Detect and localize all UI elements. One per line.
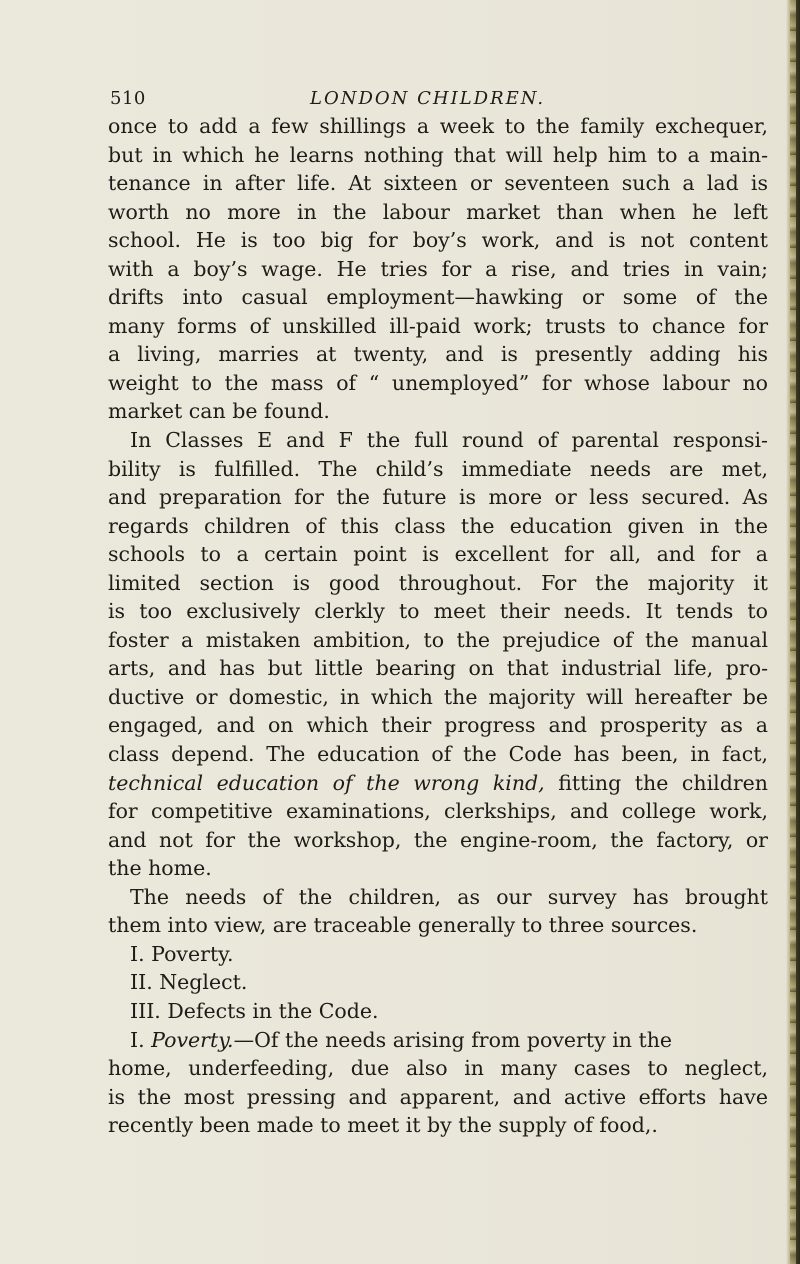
page-header — [110, 88, 770, 114]
text-line: once to add a few shillings a week to the family exchequer, — [108, 114, 768, 138]
text-line: drifts into casual employment—hawking or some of the — [108, 285, 768, 310]
text-line: for competitive examinations, clerkships, and college work, — [108, 799, 768, 824]
text-line: is too exclusively clerkly to meet their needs. It tends to — [108, 599, 768, 624]
paragraph-start-line: In Classes E and F the full round of parental responsi- — [130, 428, 768, 453]
text-line: weight to the mass of “ unemployed” for whose labour no — [108, 370, 768, 395]
text-line: worth no more in the labour market than when he left — [108, 199, 768, 224]
text-line: home, underfeeding, due also in many cases to neglect, — [108, 1056, 768, 1081]
text-line: class depend. The education of the Code has been, in fact, — [108, 742, 768, 767]
text-line: a living, marries at twenty, and is presently adding his — [108, 342, 768, 367]
running-title: LONDON CHILDREN. — [310, 88, 546, 109]
paragraph-start-line: The needs of the children, as our survey has brought — [130, 884, 768, 909]
text-line: many forms of unskilled ill-paid work; trusts to chance for — [108, 313, 768, 338]
text-line: tenance in after life. At sixteen or seventeen such a lad is — [108, 171, 768, 196]
italic-phrase: technical education of the wrong kind, — [108, 770, 545, 795]
text-line: and not for the workshop, the engine-room, the factory, or — [108, 827, 768, 852]
paragraph-start-line — [108, 1026, 768, 1055]
text-line: market can be found. — [108, 399, 330, 424]
text-line: recently been made to meet it by the supply of food,. — [108, 1113, 658, 1138]
list-item: II. Neglect. — [130, 970, 248, 995]
text-fragment: —Of the needs arising from poverty in the — [233, 1027, 673, 1052]
body-text — [108, 112, 768, 1140]
text-line: the home. — [108, 856, 212, 881]
text-line: schools to a certain point is excellent for all, and for a — [108, 542, 768, 567]
text-line: with a boy’s wage. He tries for a rise, and tries in vain; — [108, 256, 768, 281]
text-line: but in which he learns nothing that will help him to a main- — [108, 142, 768, 167]
text-line: regards children of this class the education given in the — [108, 513, 768, 538]
text-line — [108, 769, 768, 798]
italic-heading: Poverty. — [151, 1027, 234, 1052]
list-item: I. Poverty. — [130, 941, 234, 966]
text-fragment: I. — [130, 1027, 152, 1052]
page-number: 510 — [110, 88, 146, 109]
text-line: is the most pressing and apparent, and active efforts have — [108, 1084, 768, 1109]
text-line: bility is fulfilled. The child’s immediate needs are met, — [108, 456, 768, 481]
text-line: them into view, are traceable generally to three sources. — [108, 913, 698, 938]
text-fragment: fitting the children — [544, 770, 768, 795]
text-line: limited section is good throughout. For the majority it — [108, 570, 768, 595]
page-edge-binding — [790, 0, 796, 1264]
list-item: III. Defects in the Code. — [130, 998, 379, 1023]
text-line: and preparation for the future is more or less secured. As — [108, 485, 768, 510]
text-line: ductive or domestic, in which the majority will hereafter be — [108, 684, 768, 709]
text-line: arts, and has but little bearing on that industrial life, pro- — [108, 656, 768, 681]
text-line: engaged, and on which their progress and prosperity as a — [108, 713, 768, 738]
text-line: school. He is too big for boy’s work, and is not content — [108, 228, 768, 253]
text-line: foster a mistaken ambition, to the prejudice of the manual — [108, 627, 768, 652]
